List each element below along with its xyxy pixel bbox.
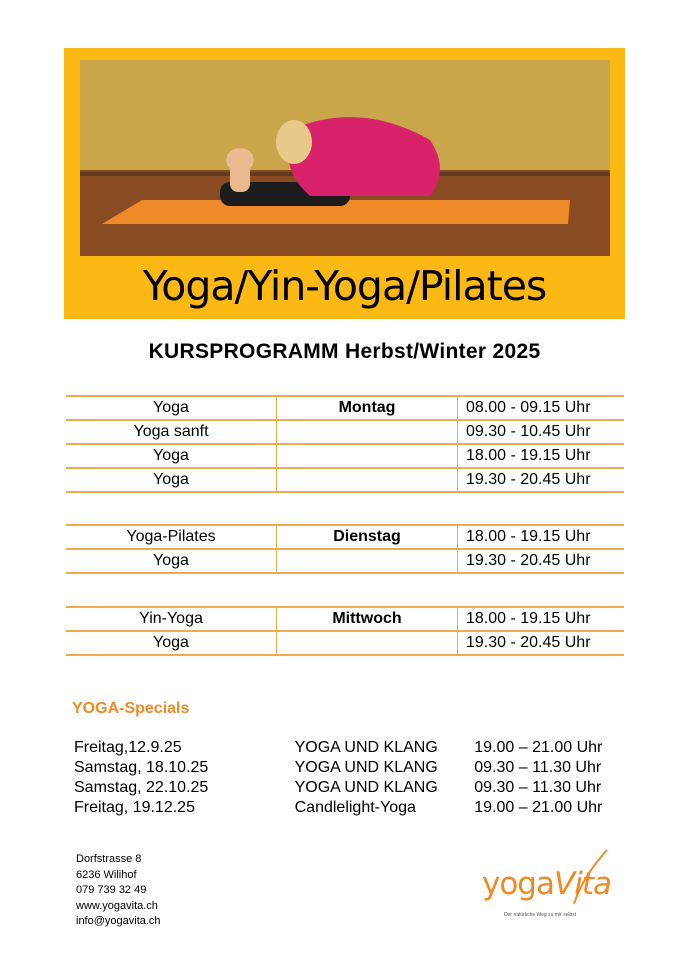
list-item bbox=[74, 758, 634, 778]
address-email-link[interactable]: info@yogavita.ch bbox=[76, 915, 161, 927]
course-time: 18.00 - 19.15 Uhr bbox=[458, 525, 625, 549]
special-time: 19.00 – 21.00 Uhr bbox=[474, 799, 603, 816]
course-name: Yoga bbox=[66, 444, 277, 468]
address-city: 6236 Wilihof bbox=[76, 868, 137, 881]
course-time: 18.00 - 19.15 Uhr bbox=[458, 607, 625, 631]
course-time: 08.00 - 09.15 Uhr bbox=[458, 396, 625, 420]
table-row bbox=[66, 525, 624, 549]
address-street: Dorfstrasse 8 bbox=[76, 853, 142, 865]
table-row bbox=[66, 396, 624, 420]
course-name: Yoga bbox=[66, 468, 277, 492]
special-date: Samstag, 22.10.25 bbox=[74, 779, 209, 796]
list-item bbox=[74, 798, 634, 818]
course-day bbox=[277, 420, 458, 444]
course-day bbox=[277, 631, 458, 655]
page-title: Yoga/Yin-Yoga/Pilates bbox=[142, 262, 547, 310]
course-name: Yoga sanft bbox=[66, 420, 277, 444]
course-day bbox=[277, 549, 458, 573]
course-name: Yoga bbox=[66, 631, 277, 655]
special-event: Candlelight-Yoga bbox=[294, 799, 416, 816]
table-row bbox=[66, 420, 624, 444]
yoga-photo bbox=[80, 60, 610, 256]
table-row bbox=[66, 631, 624, 655]
course-time: 09.30 - 10.45 Uhr bbox=[458, 420, 625, 444]
special-date: Freitag,12.9.25 bbox=[74, 739, 182, 756]
list-item bbox=[74, 778, 634, 798]
table-row bbox=[66, 444, 624, 468]
course-time: 18.00 - 19.15 Uhr bbox=[458, 444, 625, 468]
course-day bbox=[277, 444, 458, 468]
schedule-table-dienstag bbox=[66, 524, 624, 574]
special-event: YOGA UND KLANG bbox=[294, 779, 438, 796]
special-event: YOGA UND KLANG bbox=[294, 739, 438, 756]
schedule-table-mittwoch bbox=[66, 606, 624, 656]
logo-part-yoga: yoga bbox=[482, 866, 554, 902]
logo-wordmark bbox=[482, 866, 611, 902]
special-time: 09.30 – 11.30 Uhr bbox=[474, 759, 602, 776]
course-name: Yoga bbox=[66, 549, 277, 573]
list-item bbox=[74, 738, 634, 758]
special-date: Samstag, 18.10.25 bbox=[74, 759, 209, 776]
special-date: Freitag, 19.12.25 bbox=[74, 799, 195, 816]
course-name: Yoga-Pilates bbox=[66, 525, 277, 549]
special-event: YOGA UND KLANG bbox=[294, 759, 438, 776]
address-block bbox=[76, 852, 161, 930]
address-phone: 079 739 32 49 bbox=[76, 884, 147, 896]
course-day: Montag bbox=[277, 396, 458, 420]
special-time: 19.00 – 21.00 Uhr bbox=[474, 739, 603, 756]
specials-list bbox=[74, 738, 634, 818]
program-title: KURSPROGRAMM Herbst/Winter 2025 bbox=[148, 340, 541, 363]
course-name: Yoga bbox=[66, 396, 277, 420]
course-day: Dienstag bbox=[277, 525, 458, 549]
special-time: 09.30 – 11.30 Uhr bbox=[474, 779, 602, 796]
address-web-link[interactable]: www.yogavita.ch bbox=[76, 899, 158, 912]
yogavita-logo bbox=[482, 848, 617, 930]
specials-heading: YOGA-Specials bbox=[72, 700, 190, 717]
schedule-table-montag bbox=[66, 395, 624, 493]
course-day: Mittwoch bbox=[277, 607, 458, 631]
logo-part-vita: Vita bbox=[554, 866, 611, 902]
table-row bbox=[66, 549, 624, 573]
course-name: Yin-Yoga bbox=[66, 607, 277, 631]
course-time: 19.30 - 20.45 Uhr bbox=[458, 631, 625, 655]
course-day bbox=[277, 468, 458, 492]
logo-tagline: Der natürliche Weg zu mir selbst bbox=[504, 912, 577, 918]
table-row bbox=[66, 607, 624, 631]
course-time: 19.30 - 20.45 Uhr bbox=[458, 468, 625, 492]
course-time: 19.30 - 20.45 Uhr bbox=[458, 549, 625, 573]
table-row bbox=[66, 468, 624, 492]
